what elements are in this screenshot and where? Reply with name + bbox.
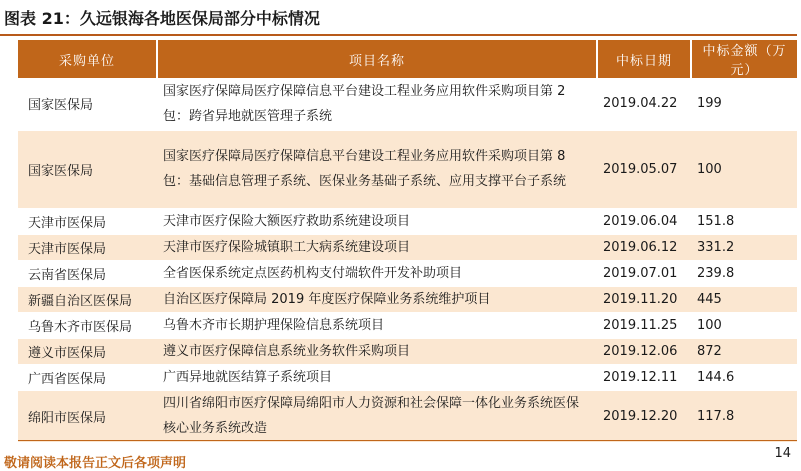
cell-project: 四川省绵阳市医疗保障局绵阳市人力资源和社会保障一体化业务系统医保核心业务系统改造: [157, 390, 597, 442]
cell-unit: 国家医保局: [18, 78, 157, 130]
table-row: [18, 260, 797, 286]
cell-date: 2019.07.01: [597, 260, 691, 286]
cell-project: 天津市医疗保险城镇职工大病系统建设项目: [157, 234, 597, 260]
table-row: [18, 364, 797, 390]
table-row: [18, 390, 797, 442]
cell-amount: 872: [691, 338, 797, 364]
cell-date: 2019.12.20: [597, 390, 691, 442]
cell-date: 2019.06.04: [597, 208, 691, 234]
cell-project: 广西异地就医结算子系统项目: [157, 364, 597, 390]
header-project: 项目名称: [157, 40, 597, 78]
cell-project: 自治区医疗保障局 2019 年度医疗保障业务系统维护项目: [157, 286, 597, 312]
cell-unit: 绵阳市医保局: [18, 390, 157, 442]
cell-unit: 天津市医保局: [18, 208, 157, 234]
cell-unit: 云南省医保局: [18, 260, 157, 286]
cell-unit: 广西省医保局: [18, 364, 157, 390]
cell-unit: 国家医保局: [18, 130, 157, 208]
cell-amount: 100: [691, 130, 797, 208]
table-row: [18, 338, 797, 364]
cell-project: 全省医保系统定点医药机构支付端软件开发补助项目: [157, 260, 597, 286]
cell-amount: 151.8: [691, 208, 797, 234]
figure-title: 图表 21：久远银海各地医保局部分中标情况: [4, 9, 320, 28]
cell-amount: 117.8: [691, 390, 797, 442]
cell-project: 遵义市医疗保障信息系统业务软件采购项目: [157, 338, 597, 364]
table-row: [18, 286, 797, 312]
cell-date: 2019.12.11: [597, 364, 691, 390]
cell-project: 国家医疗保障局医疗保障信息平台建设工程业务应用软件采购项目第 8 包：基础信息管理子系统、医保业务基础子系统、应用支撑平台子系统: [157, 130, 597, 208]
cell-unit: 天津市医保局: [18, 234, 157, 260]
disclaimer-notice: 敬请阅读本报告正文后各项声明: [4, 456, 187, 471]
cell-date: 2019.06.12: [597, 234, 691, 260]
cell-unit: 遵义市医保局: [18, 338, 157, 364]
cell-date: 2019.04.22: [597, 78, 691, 130]
cell-amount: 100: [691, 312, 797, 338]
cell-project: 乌鲁木齐市长期护理保险信息系统项目: [157, 312, 597, 338]
cell-amount: 199: [691, 78, 797, 130]
table-bottom-divider: [18, 440, 797, 441]
title-divider: [0, 34, 797, 36]
cell-unit: 新疆自治区医保局: [18, 286, 157, 312]
bid-table: [18, 40, 797, 443]
table-header-row: [18, 40, 797, 78]
cell-date: 2019.11.20: [597, 286, 691, 312]
header-unit: 采购单位: [18, 40, 157, 78]
header-amount: 中标金额（万元）: [691, 40, 797, 78]
cell-project: 国家医疗保障局医疗保障信息平台建设工程业务应用软件采购项目第 2 包：跨省异地就医管理子系统: [157, 78, 597, 130]
cell-date: 2019.11.25: [597, 312, 691, 338]
cell-project: 天津市医疗保险大额医疗救助系统建设项目: [157, 208, 597, 234]
cell-amount: 331.2: [691, 234, 797, 260]
table-row: [18, 78, 797, 130]
cell-date: 2019.05.07: [597, 130, 691, 208]
cell-amount: 144.6: [691, 364, 797, 390]
table-row: [18, 234, 797, 260]
table-row: [18, 130, 797, 208]
table-row: [18, 312, 797, 338]
cell-unit: 乌鲁木齐市医保局: [18, 312, 157, 338]
header-date: 中标日期: [597, 40, 691, 78]
cell-amount: 445: [691, 286, 797, 312]
cell-amount: 239.8: [691, 260, 797, 286]
cell-date: 2019.12.06: [597, 338, 691, 364]
table-row: [18, 208, 797, 234]
page-number: 14: [774, 446, 791, 461]
